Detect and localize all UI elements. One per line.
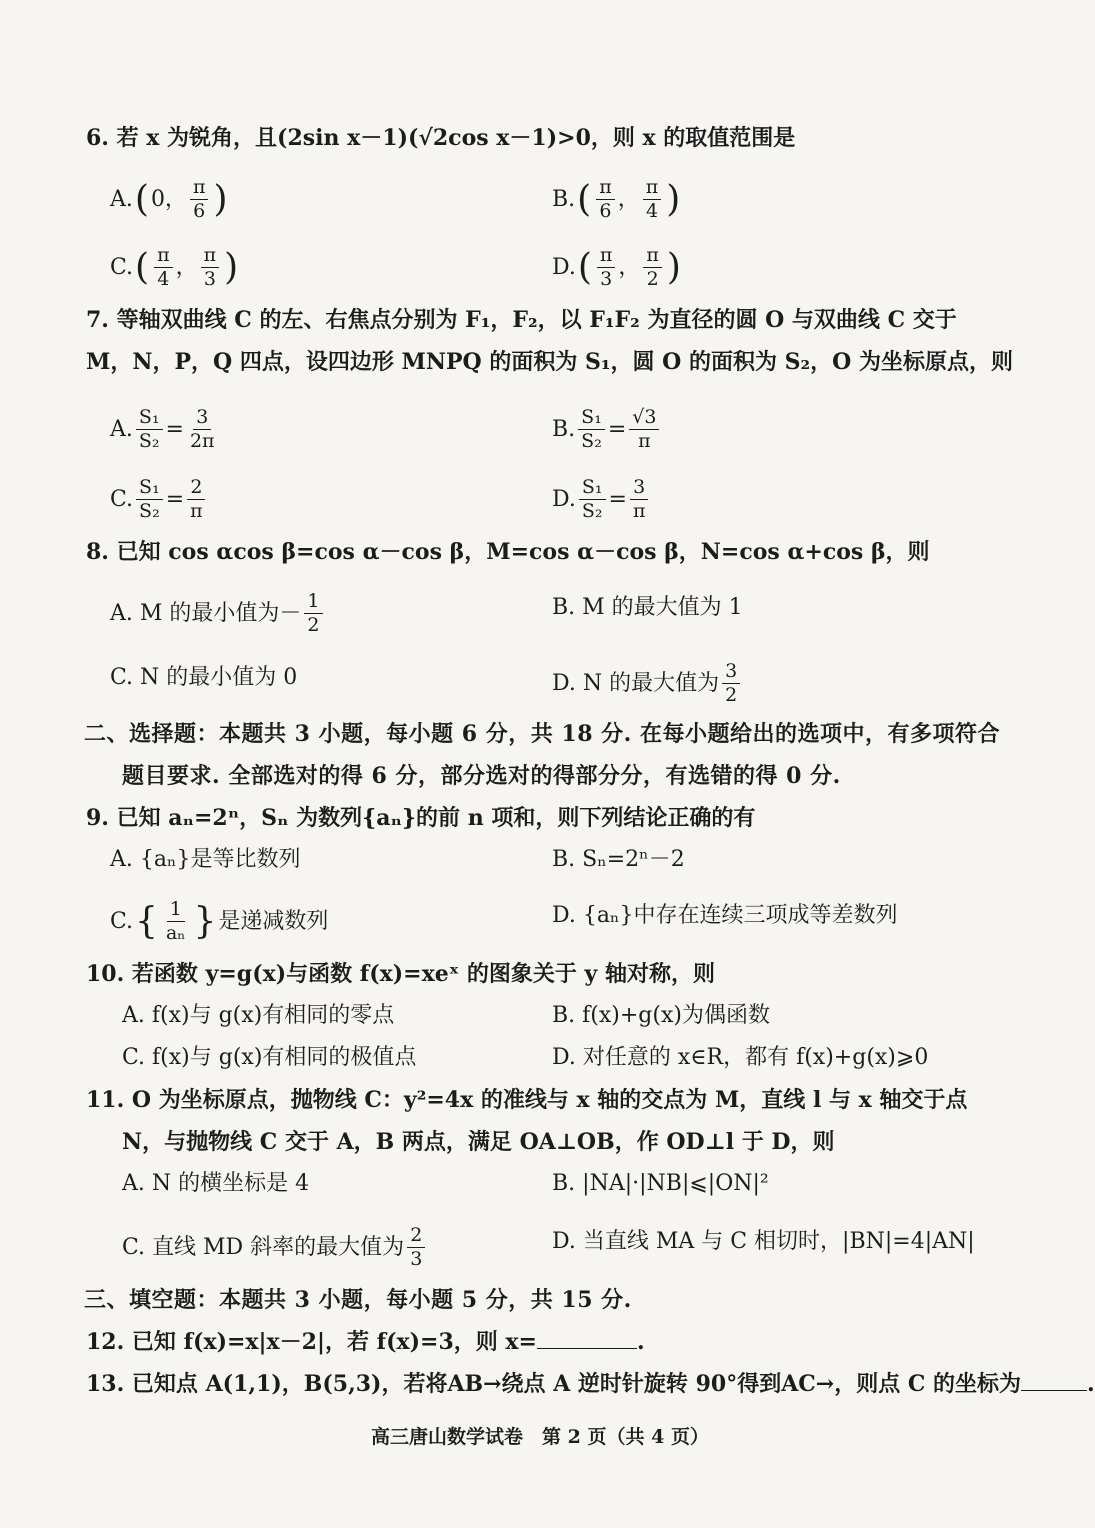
answer-blank[interactable] bbox=[1021, 1368, 1087, 1391]
q6-stem: 6. 若 x 为锐角，且(2sin x－1)(√2cos x－1)>0，则 x 的取值范围是 bbox=[86, 125, 796, 151]
q7-stem-line1: 7. 等轴双曲线 C 的左、右焦点分别为 F₁，F₂，以 F₁F₂ 为直径的圆 O 与双曲线 C 交于 bbox=[86, 307, 957, 333]
q7-option-d bbox=[552, 478, 651, 521]
q10-option-d: D. 对任意的 x∈R，都有 f(x)+g(x)⩾0 bbox=[552, 1045, 929, 1070]
fraction bbox=[136, 408, 163, 451]
denominator: S₂ bbox=[581, 430, 602, 452]
section-2-heading: 二、选择题：本题共 3 小题，每小题 6 分，共 18 分. 在每小题给出的选项中，有多项符合 bbox=[84, 721, 1001, 747]
fraction bbox=[190, 178, 209, 221]
paren: ) bbox=[213, 178, 228, 220]
option-label: D. bbox=[552, 486, 576, 512]
numerator: 3 bbox=[630, 478, 648, 500]
q7-option-b bbox=[552, 408, 662, 451]
q13-text: 13. 已知点 A(1,1)，B(5,3)，若将AB→绕点 A 逆时针旋转 90°得到AC→，则点 C 的坐标为 bbox=[86, 1371, 1022, 1397]
paren: ( bbox=[135, 246, 150, 288]
q7-option-c bbox=[110, 478, 209, 521]
q11-option-a: A. N 的横坐标是 4 bbox=[122, 1171, 310, 1196]
option-label: C. bbox=[110, 254, 134, 280]
separator: ， bbox=[618, 254, 641, 280]
option-text: C. 直线 MD 斜率的最大值为 bbox=[122, 1234, 405, 1260]
numerator: π bbox=[597, 246, 616, 268]
denominator: 6 bbox=[599, 200, 612, 222]
numerator: 3 bbox=[722, 662, 740, 684]
denominator: 2 bbox=[725, 684, 738, 706]
q8-option-d bbox=[552, 662, 743, 705]
q9-option-d: D. {aₙ}中存在连续三项成等差数列 bbox=[552, 903, 898, 928]
fraction bbox=[596, 178, 615, 221]
paren: ( bbox=[577, 246, 592, 288]
denominator: 3 bbox=[600, 268, 613, 290]
equals: = bbox=[165, 486, 185, 512]
option-text: A. M 的最小值为－ bbox=[110, 600, 302, 626]
brace: } bbox=[193, 900, 217, 942]
equals: = bbox=[165, 416, 184, 442]
q7-stem-line2: M，N，P，Q 四点，设四边形 MNPQ 的面积为 S₁，圆 O 的面积为 S₂，O 为坐标原点，则 bbox=[86, 349, 1013, 375]
q11-option-b: B. |NA|·|NB|⩽|ON|² bbox=[552, 1171, 769, 1196]
section-2-heading-line2: 题目要求. 全部选对的得 6 分，部分选对的得部分分，有选错的得 0 分. bbox=[122, 763, 841, 789]
denominator: S₂ bbox=[138, 430, 160, 452]
q7-option-a bbox=[110, 408, 221, 451]
denominator: 2 bbox=[307, 614, 320, 636]
fraction bbox=[579, 478, 606, 521]
q9-option-a: A. {aₙ}是等比数列 bbox=[110, 847, 301, 872]
q10-option-c: C. f(x)与 g(x)有相同的极值点 bbox=[122, 1045, 417, 1070]
fraction bbox=[407, 1226, 425, 1269]
option-text: B. M 的最大值为 1 bbox=[552, 595, 743, 620]
separator: ， bbox=[617, 186, 640, 212]
q6-option-b bbox=[552, 178, 682, 221]
q11-stem-line2: N，与抛物线 C 交于 A，B 两点，满足 OA⊥OB，作 OD⊥l 于 D，则 bbox=[122, 1129, 835, 1155]
q11-option-c bbox=[122, 1226, 428, 1269]
fraction bbox=[597, 246, 616, 289]
q6-option-c bbox=[110, 246, 240, 289]
answer-blank[interactable] bbox=[537, 1326, 637, 1349]
numerator: S₁ bbox=[136, 478, 163, 500]
q8-option-a bbox=[110, 592, 326, 635]
q11-stem-line1: 11. O 为坐标原点，抛物线 C：y²=4x 的准线与 x 轴的交点为 M，直线 l 与 x 轴交于点 bbox=[86, 1087, 968, 1113]
period: . bbox=[1087, 1371, 1095, 1397]
option-label: C. bbox=[110, 486, 134, 512]
numerator: S₁ bbox=[579, 478, 606, 500]
q12-stem bbox=[86, 1326, 645, 1358]
q10-option-b: B. f(x)+g(x)为偶函数 bbox=[552, 1003, 770, 1028]
numerator: π bbox=[190, 178, 209, 200]
numerator: 1 bbox=[167, 900, 185, 922]
numerator: π bbox=[201, 246, 220, 268]
denominator: 3 bbox=[203, 268, 216, 290]
paren: ) bbox=[666, 178, 681, 220]
q12-text: 12. 已知 f(x)=x|x－2|，若 f(x)=3，则 x= bbox=[86, 1329, 537, 1355]
option-label: D. bbox=[552, 254, 576, 280]
separator: ， bbox=[175, 254, 198, 280]
option-label: B. bbox=[552, 186, 576, 212]
q6-option-d bbox=[552, 246, 683, 289]
fraction bbox=[722, 662, 740, 705]
denominator: π bbox=[632, 500, 646, 522]
option-label: A. bbox=[110, 186, 133, 212]
denominator: S₂ bbox=[581, 500, 603, 522]
denominator: π bbox=[638, 430, 651, 452]
brace: { bbox=[135, 900, 158, 942]
fraction bbox=[630, 478, 649, 521]
fraction bbox=[201, 246, 220, 289]
denominator: aₙ bbox=[165, 922, 186, 944]
q10-stem: 10. 若函数 y=g(x)与函数 f(x)=xeˣ 的图象关于 y 轴对称，则 bbox=[86, 961, 715, 987]
page-footer: 高三唐山数学试卷 第 2 页（共 4 页） bbox=[371, 1426, 709, 1448]
q8-option-b bbox=[552, 592, 743, 624]
fraction bbox=[154, 246, 173, 289]
numerator: 2 bbox=[407, 1226, 425, 1248]
denominator: 4 bbox=[157, 268, 170, 290]
paren: ( bbox=[134, 178, 149, 220]
fraction bbox=[643, 178, 662, 221]
numerator: S₁ bbox=[578, 408, 605, 430]
period: . bbox=[636, 1329, 645, 1355]
q6-option-a bbox=[110, 178, 229, 221]
denominator: π bbox=[190, 500, 203, 522]
fraction bbox=[187, 478, 206, 521]
numerator: π bbox=[643, 178, 662, 200]
option-label: B. bbox=[552, 416, 576, 442]
q9-stem: 9. 已知 aₙ=2ⁿ，Sₙ 为数列{aₙ}的前 n 项和，则下列结论正确的有 bbox=[86, 805, 756, 831]
paren: ) bbox=[666, 246, 681, 288]
q11-option-d: D. 当直线 MA 与 C 相切时，|BN|=4|AN| bbox=[552, 1229, 975, 1254]
denominator: 6 bbox=[193, 200, 206, 222]
numerator: √3 bbox=[629, 408, 659, 430]
q10-option-a: A. f(x)与 g(x)有相同的零点 bbox=[122, 1003, 395, 1028]
numerator: 2 bbox=[187, 478, 205, 500]
q8-stem: 8. 已知 cos αcos β=cos α－cos β，M=cos α－cos β，N=cos α+cos β，则 bbox=[86, 539, 930, 565]
denominator: 2 bbox=[646, 268, 659, 290]
q9-option-b: B. Sₙ=2ⁿ－2 bbox=[552, 847, 685, 872]
denominator: 3 bbox=[410, 1248, 423, 1270]
paren: ) bbox=[224, 246, 239, 288]
numerator: 3 bbox=[193, 408, 211, 430]
numerator: π bbox=[643, 246, 662, 268]
denominator: S₂ bbox=[139, 500, 160, 522]
denominator: 2π bbox=[189, 430, 215, 452]
q8-option-c bbox=[110, 662, 297, 694]
fraction bbox=[578, 408, 605, 451]
numerator: π bbox=[154, 246, 173, 268]
fraction bbox=[629, 408, 659, 451]
fraction bbox=[187, 408, 218, 451]
fraction bbox=[136, 478, 163, 521]
q9-option-c bbox=[110, 900, 328, 943]
q13-stem bbox=[86, 1368, 1095, 1400]
option-label: C. bbox=[110, 908, 134, 934]
paren: ( bbox=[577, 178, 592, 220]
option-text: 是递减数列 bbox=[218, 908, 329, 934]
option-text: 0， bbox=[150, 186, 187, 212]
option-label: A. bbox=[110, 416, 133, 442]
option-text: D. N 的最大值为 bbox=[552, 670, 720, 696]
fraction bbox=[304, 592, 322, 635]
denominator: 4 bbox=[645, 200, 659, 222]
equals: = bbox=[607, 416, 627, 442]
numerator: S₁ bbox=[136, 408, 163, 430]
numerator: 1 bbox=[304, 592, 322, 614]
option-text: C. N 的最小值为 0 bbox=[110, 665, 298, 690]
numerator: π bbox=[596, 178, 615, 200]
section-3-heading: 三、填空题：本题共 3 小题，每小题 5 分，共 15 分. bbox=[84, 1287, 632, 1313]
fraction bbox=[163, 900, 189, 943]
equals: = bbox=[608, 486, 627, 512]
fraction bbox=[643, 246, 662, 289]
